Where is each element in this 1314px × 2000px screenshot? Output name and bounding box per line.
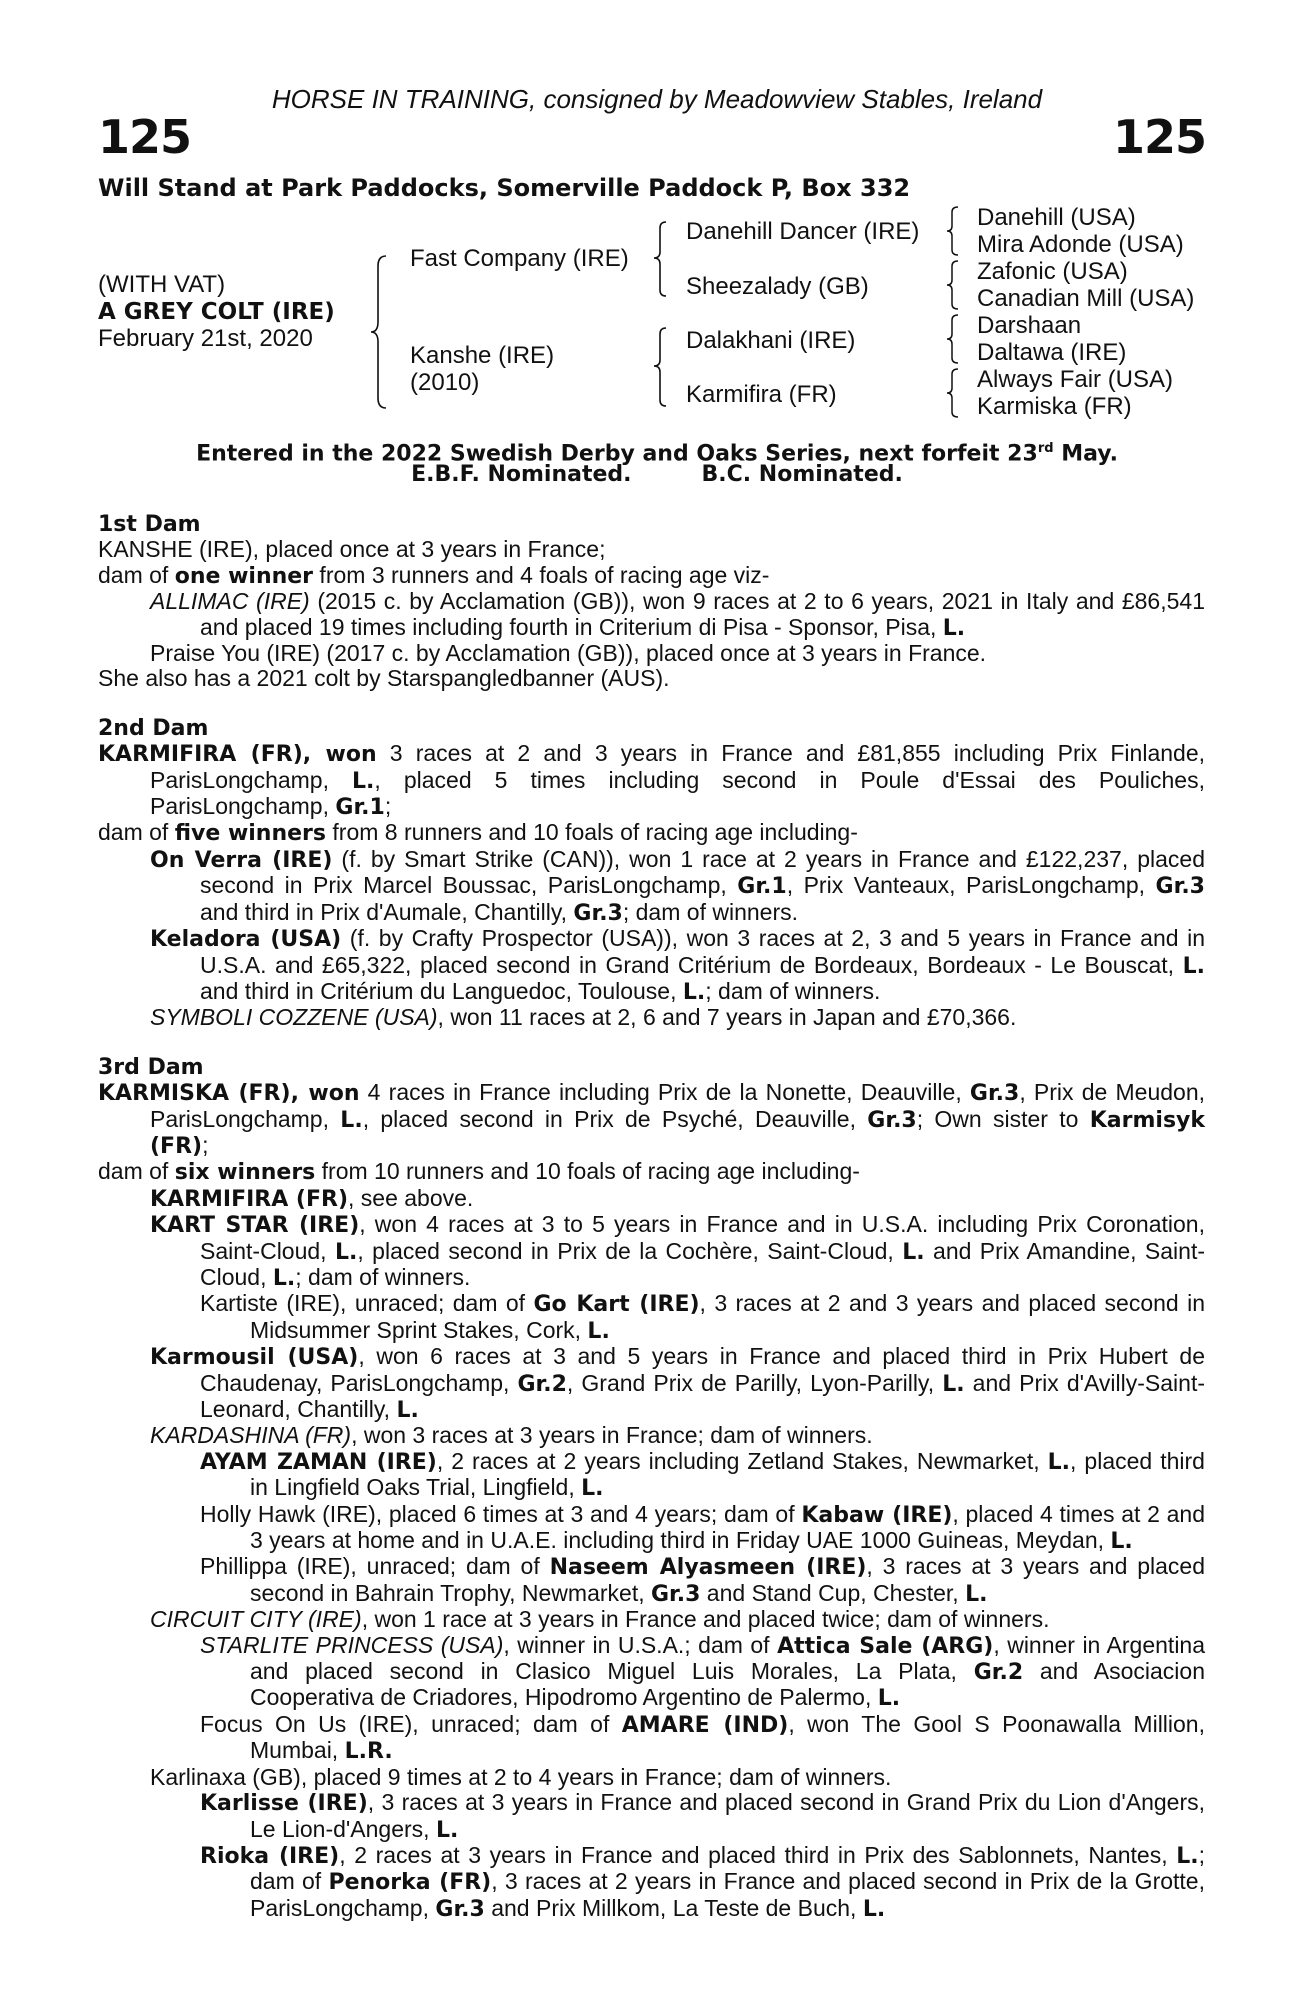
stand-location: Will Stand at Park Paddocks, Somerville Paddock P, Box 332 (98, 174, 911, 202)
progeny-phillippa: Phillippa (IRE), unraced; dam of Naseem Alyasmeen (IRE), 3 races at 3 years and placed second in Bahrain Trophy, Newmarket, Gr.3 and Stand Cup, Chester, L. (200, 1553, 1205, 1607)
progeny-focus-on-us: Focus On Us (IRE), unraced; dam of AMARE (IND), won The Gool S Poonawalla Million, Mumbai, L.R. (200, 1710, 1205, 1765)
progeny-karmifira: KARMIFIRA (FR), see above. (150, 1184, 474, 1212)
pedigree-dam-dam: Karmifira (FR) (686, 381, 837, 408)
third-dam-record: KARMISKA (FR), won 4 races in France including Prix de la Nonette, Deauville, Gr.3, Prix de Meudon, ParisLongchamp, L., placed second in Prix de Psyché, Deauville, Gr.3; Own sister to Karmisyk (FR); (98, 1079, 1206, 1159)
progeny-holly-hawk: Holly Hawk (IRE), placed 6 times at 3 and 4 years; dam of Kabaw (IRE), placed 4 times at 2 and 3 years at home and in U.A.E. including third in Friday UAE 1000 Guineas, Meydan, L. (200, 1500, 1206, 1555)
pedigree-notes (98, 512, 1205, 1922)
pedigree-brace-g2 (945, 258, 963, 312)
first-dam-produce: dam of one winner from 3 runners and 4 foals of racing age viz- (98, 561, 770, 589)
second-dam-produce: dam of five winners from 8 runners and 10 foals of racing age including- (98, 819, 858, 847)
pedigree-dam-sire: Dalakhani (IRE) (686, 327, 856, 354)
pedigree-g1: Danehill (USA) (977, 204, 1136, 231)
vat-note: (WITH VAT) (98, 271, 226, 298)
progeny-karlinaxa: Karlinaxa (GB), placed 9 times at 2 to 4 years in France; dam of winners. (150, 1763, 892, 1790)
horse-description: A GREY COLT (IRE) (98, 299, 335, 325)
consignment-line: HORSE IN TRAINING, consigned by Meadowview Stables, Ireland (271, 84, 1043, 114)
progeny-kartiste: Kartiste (IRE), unraced; dam of Go Kart (IRE), 3 races at 2 and 3 years and placed second in Midsummer Sprint Stakes, Cork, L. (200, 1290, 1205, 1344)
progeny-starlite-princess: STARLITE PRINCESS (USA), winner in U.S.A.; dam of Attica Sale (ARG), winner in Argentina and placed second in Clasico Miguel Luis Morales, La Plata, Gr.2 and Asociacion Cooperativa de Criadores, Hipodromo Argentino de Palermo, L. (200, 1631, 1206, 1712)
entry-text: Entered in the 2022 Swedish Derby and Oaks Series, next forfeit 23 (196, 441, 1038, 467)
progeny-allimac: ALLIMAC (IRE) (2015 c. by Acclamation (GB)), won 9 races at 2 to 6 years, 2021 in Italy and £86,541 and placed 19 times including fourth in Criterium di Pisa - Sponsor, Pisa, L. (150, 588, 1205, 641)
progeny-ayam-zaman: AYAM ZAMAN (IRE), 2 races at 2 years including Zetland Stakes, Newmarket, L., placed third in Lingfield Oaks Trial, Lingfield, L. (200, 1447, 1205, 1502)
lot-number-left: 125 (98, 110, 192, 164)
third-dam-heading: 3rd Dam (98, 1054, 204, 1080)
progeny-circuit-city: CIRCUIT CITY (IRE), won 1 race at 3 years in France and placed twice; dam of winners. (150, 1606, 1050, 1633)
progeny-kart-star: KART STAR (IRE), won 4 races at 3 to 5 years in France and in U.S.A. including Prix Coronation, Saint-Cloud, L., placed second in Prix de la Cochère, Saint-Cloud, L. and Prix Amandine, Saint-Cloud, L.; dam of winners. (150, 1211, 1205, 1291)
progeny-rioka: Rioka (IRE), 2 races at 3 years in France and placed third in Prix des Sablonnets, Nantes, L.; dam of Penorka (FR), 3 races at 2 years in France and placed second in Prix de la Grotte, ParisLongchamp, Gr.3 and Prix Millkom, La Teste de Buch, L. (200, 1841, 1205, 1922)
pedigree-brace-g3 (945, 312, 963, 366)
pedigree-sire: Fast Company (IRE) (410, 245, 629, 272)
entry-text-end: May. (1053, 441, 1118, 467)
pedigree-g7: Always Fair (USA) (977, 366, 1174, 393)
second-dam-heading: 2nd Dam (98, 715, 209, 741)
foaling-date: February 21st, 2020 (98, 325, 313, 352)
progeny-kardashina: KARDASHINA (FR), won 3 races at 3 years in France; dam of winners. (150, 1422, 873, 1449)
first-dam-line: KANSHE (IRE), placed once at 3 years in France; (98, 536, 606, 563)
pedigree-dam: Kanshe (IRE) (410, 342, 555, 369)
pedigree-g4: Canadian Mill (USA) (977, 285, 1195, 312)
pedigree-brace-g1 (945, 204, 963, 258)
nomination-line (0, 462, 1314, 487)
progeny-symboli-cozzene: SYMBOLI COZZENE (USA), won 11 races at 2, 6 and 7 years in Japan and £70,366. (150, 1004, 1017, 1031)
progeny-keladora: Keladora (USA) (f. by Crafty Prospector (USA)), won 3 races at 2, 3 and 5 years in France and in U.S.A. and £65,322, placed second in Grand Critérium de Bordeaux, Bordeaux - Le Bouscat, L. and third in Critérium du Languedoc, Toulouse, L.; dam of winners. (150, 925, 1205, 1005)
bc-nomination: B.C. Nominated. (701, 462, 903, 487)
pedigree-g5: Darshaan (977, 312, 1082, 339)
pedigree-g8: Karmiska (FR) (977, 393, 1132, 420)
pedigree-g6: Daltawa (IRE) (977, 339, 1127, 366)
pedigree-brace-g4 (945, 366, 963, 420)
first-dam-heading: 1st Dam (98, 512, 201, 537)
progeny-karmousil: Karmousil (USA), won 6 races at 3 and 5 years in France and placed third in Prix Hubert de Chaudenay, ParisLongchamp, Gr.2, Grand Prix de Parilly, Lyon-Parilly, L. and Prix d'Avilly-Saint-Leonard, Chantilly, L. (150, 1343, 1206, 1423)
pedigree-brace-main (368, 252, 392, 412)
lot-number-right: 125 (1112, 110, 1206, 164)
pedigree-g2: Mira Adonde (USA) (977, 231, 1184, 258)
pedigree-brace-sire (652, 218, 672, 300)
pedigree-sire-dam: Sheezalady (GB) (686, 273, 869, 300)
first-dam-also: She also has a 2021 colt by Starspangledbanner (AUS). (98, 665, 670, 692)
entry-superscript: rd (1037, 441, 1054, 456)
pedigree-sire-sire: Danehill Dancer (IRE) (686, 218, 920, 245)
progeny-praise-you: Praise You (IRE) (2017 c. by Acclamation (GB)), placed once at 3 years in France. (150, 640, 987, 667)
progeny-karlisse: Karlisse (IRE), 3 races at 3 years in France and placed second in Grand Prix du Lion d'Angers, Le Lion-d'Angers, L. (200, 1789, 1206, 1843)
third-dam-produce: dam of six winners from 10 runners and 10 foals of racing age including- (98, 1158, 860, 1186)
ebf-nomination: E.B.F. Nominated. (411, 462, 632, 487)
pedigree-g3: Zafonic (USA) (977, 258, 1128, 285)
pedigree-dam-year: (2010) (410, 369, 480, 396)
second-dam-record: KARMIFIRA (FR), won 3 races at 2 and 3 years in France and £81,855 including Prix Finlande, ParisLongchamp, L., placed 5 times including second in Poule d'Essai des Pouliches, ParisLongchamp, Gr.1; (98, 740, 1206, 821)
pedigree-brace-dam (652, 324, 672, 410)
progeny-on-verra: On Verra (IRE) (f. by Smart Strike (CAN)), won 1 race at 2 years in France and £122,237, placed second in Prix Marcel Boussac, ParisLongchamp, Gr.1, Prix Vanteaux, ParisLongchamp, Gr.3 and third in Prix d'Aumale, Chantilly, Gr.3; dam of winners. (150, 845, 1205, 926)
